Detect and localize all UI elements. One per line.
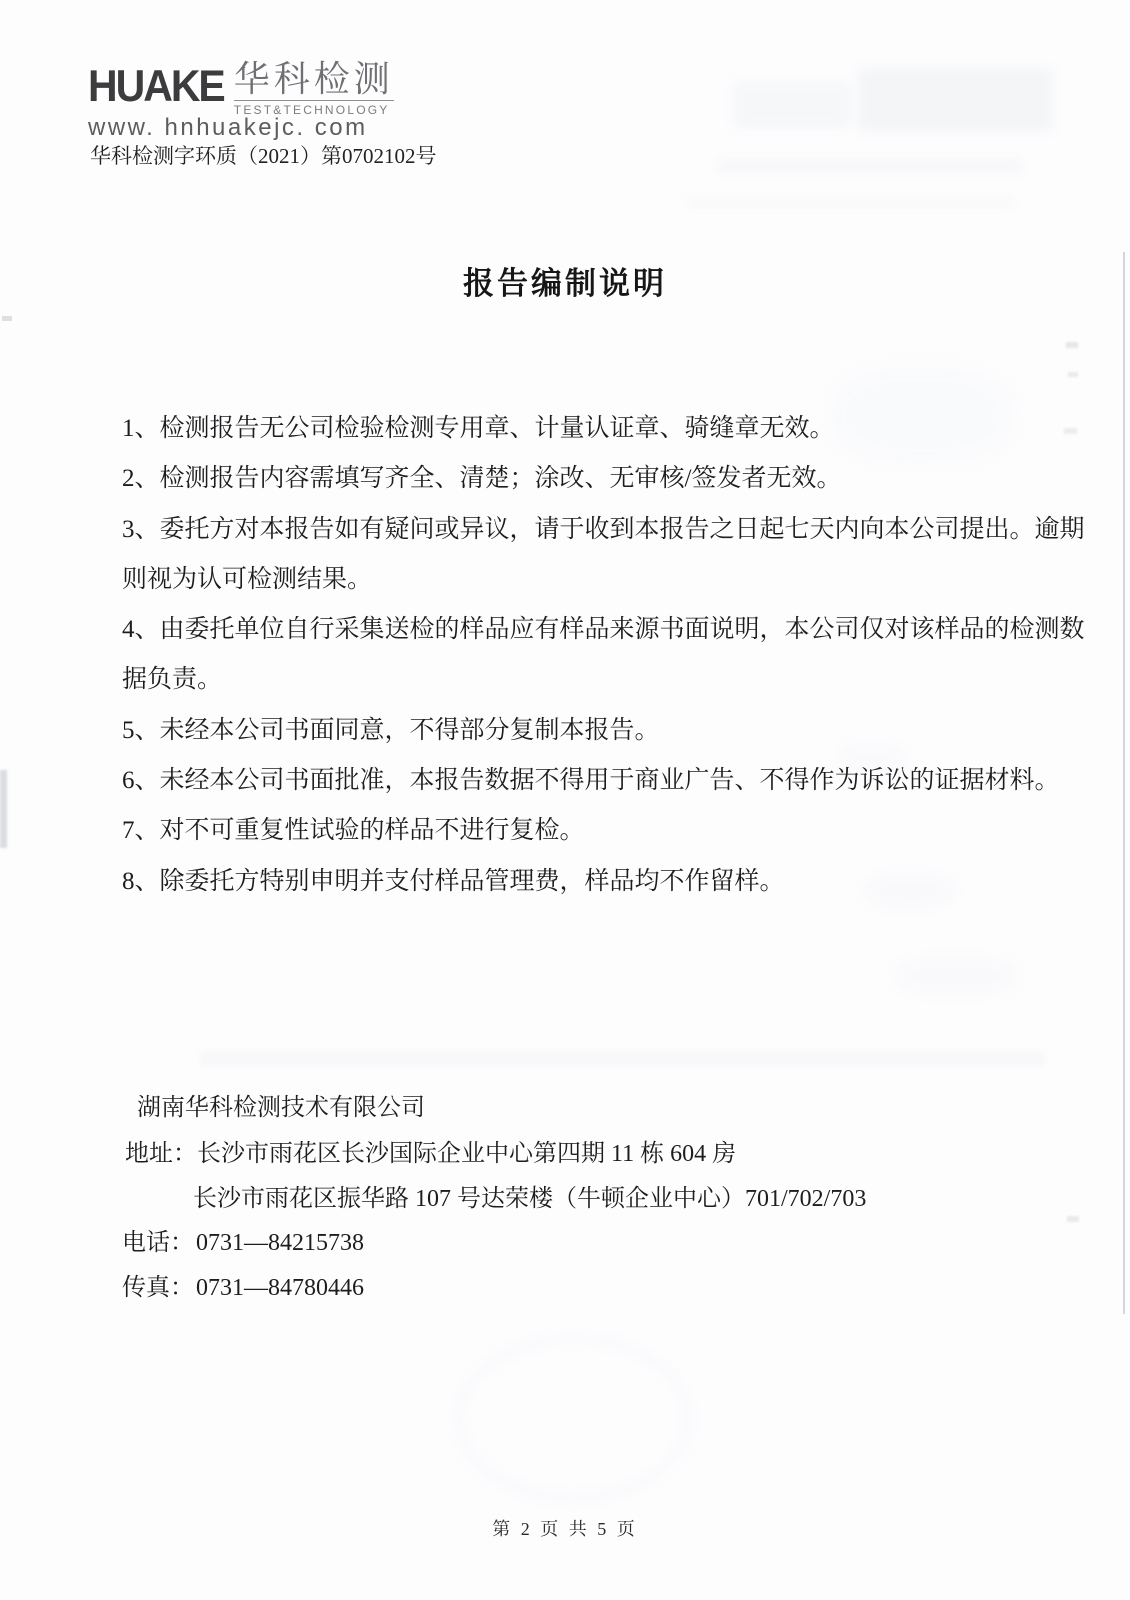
scan-artifact-smudge [718,158,1023,174]
note-line-4b: 据负责。 [122,666,223,694]
note-line-3: 3、委托方对本报告如有疑问或异议，请于收到本报告之日起七天内向本公司提出。逾期 [122,515,1085,543]
scan-artifact-stamp-bleed [452,1332,695,1505]
company-phone-line [122,1228,364,1258]
notes-list [122,404,1085,907]
note-line-3b: 则视为认可检测结果。 [122,565,373,593]
scan-artifact-bleed [200,1052,1045,1066]
note-line-6: 6、未经本公司书面批准，本报告数据不得用于商业广告、不得作为诉讼的证据材料。 [122,767,1060,795]
company-logo [88,60,394,117]
scan-artifact-smudge [733,80,851,130]
note-line-7: 7、对不可重复性试验的样品不进行复检。 [122,817,585,845]
note-line-4: 4、由委托单位自行采集送检的样品应有样品来源书面说明，本公司仅对该样品的检测数 [122,616,1085,644]
fax-value: 0731—84780446 [196,1275,364,1301]
company-fax-line [122,1273,364,1303]
scan-artifact-smudge [688,196,1013,209]
phone-label: 电话： [122,1230,194,1256]
website-url: www. hnhuakejc. com [88,114,368,141]
scan-artifact-smudge [858,68,1053,132]
logo-subtitle: TEST&TECHNOLOGY [234,100,394,117]
scan-artifact-dot [1068,372,1078,377]
page-title: 报告编制说明 [463,266,667,301]
note-line-5: 5、未经本公司书面同意，不得部分复制本报告。 [122,716,660,744]
scan-artifact-edge [0,770,7,848]
scan-artifact-edge [2,316,12,321]
logo-latin-text: HUAKE [88,61,224,111]
company-address-line-2: 长沙市雨花区振华路 107 号达荣楼（牛顿企业中心）701/702/703 [193,1186,867,1212]
scan-artifact-dot [1066,342,1078,348]
note-line-8: 8、除委托方特别申明并支付样品管理费，样品均不作留样。 [122,867,785,895]
phone-value: 0731—84215738 [196,1230,364,1256]
fax-label: 传真： [122,1275,194,1301]
company-address-line-1 [125,1139,736,1169]
doc-number: 华科检测字环质（2021）第0702102号 [90,144,437,168]
scan-artifact-page-edge [1123,252,1125,1314]
scan-artifact-dot [1064,428,1077,434]
logo-chinese-text: 华科检测 [233,59,394,99]
logo-right-block [234,60,394,117]
company-name: 湖南华科检测技术有限公司 [137,1095,425,1121]
address-value-1: 长沙市雨花区长沙国际企业中心第四期 11 栋 604 房 [197,1141,737,1167]
address-label: 地址： [125,1141,197,1167]
scan-artifact-dot [1067,1216,1079,1222]
note-line-2: 2、检测报告内容需填写齐全、清楚；涂改、无审核/签发者无效。 [122,465,842,493]
scan-artifact-bleed [893,955,1018,997]
note-line-1: 1、检测报告无公司检验检测专用章、计量认证章、骑缝章无效。 [122,415,835,442]
page-number: 第 2 页 共 5 页 [492,1519,638,1539]
